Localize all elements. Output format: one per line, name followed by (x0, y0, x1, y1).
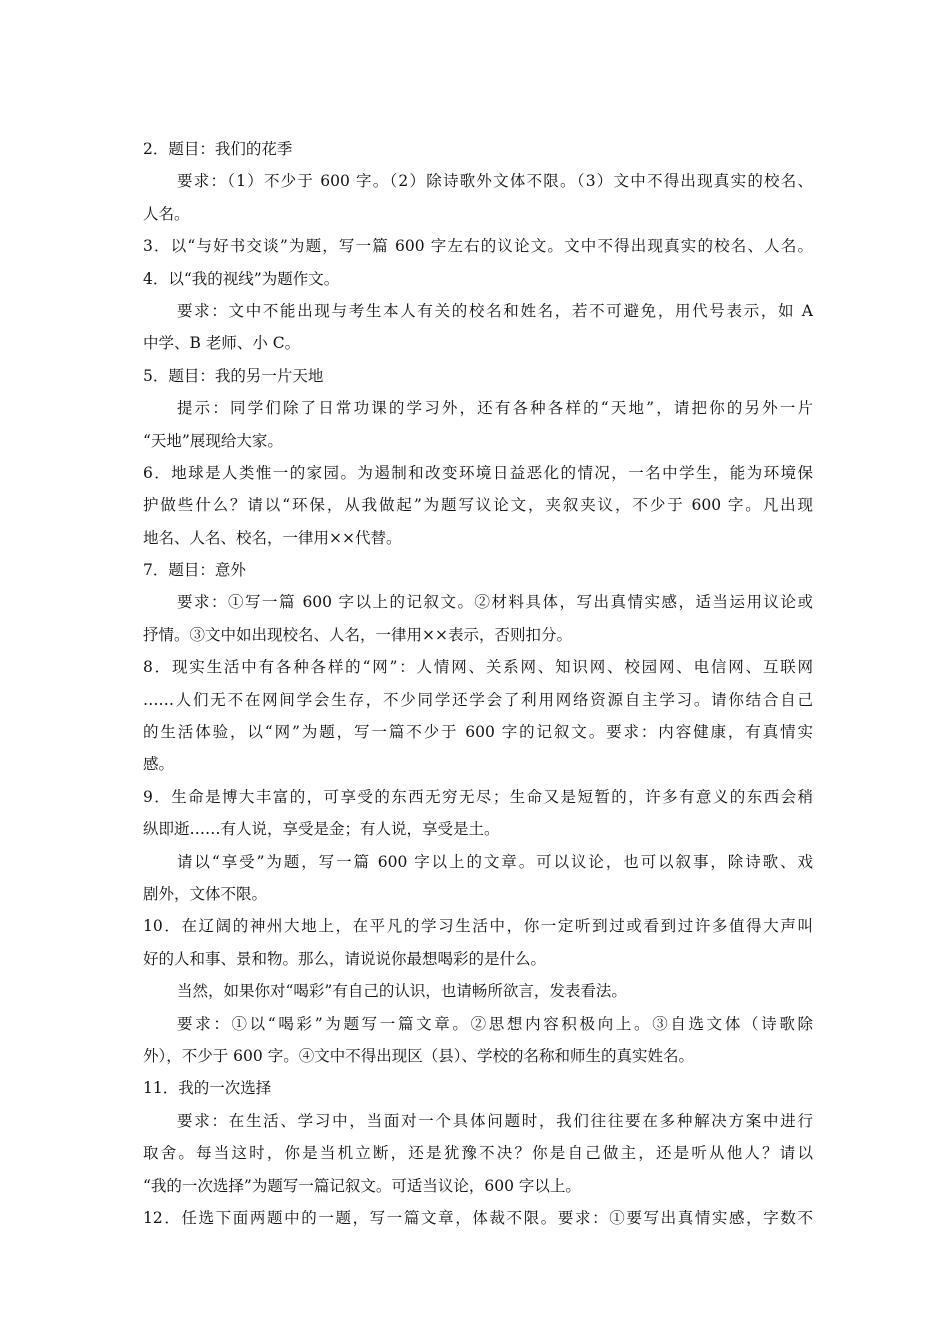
paragraph-line: 4．以“我的视线”为题作文。 (143, 269, 340, 288)
paragraph-line: 8．现实生活中有各种各样的“网”：人情网、关系网、知识网、校园网、电信网、互联网 (143, 658, 813, 677)
paragraph-line: 剧外，文体不限。 (143, 884, 268, 903)
paragraph-line-indented: 要求：在生活、学习中，当面对一个具体问题时，我们往往要在多种解决方案中进行 (177, 1111, 813, 1130)
paragraph-line: 11．我的一次选择 (143, 1079, 272, 1098)
paragraph-line-indented: 提示：同学们除了日常功课的学习外，还有各种各样的“天地”，请把你的另外一片 (177, 399, 813, 418)
paragraph-line-indented: 请以“享受”为题，写一篇 600 字以上的文章。可以议论，也可以叙事，除诗歌、戏 (177, 852, 813, 871)
paragraph-line: 人名。 (143, 204, 190, 223)
paragraph-line: 抒情。③文中如出现校名、人名，一律用××表示，否则扣分。 (143, 625, 572, 644)
paragraph-line: 取舍。每当这时，你是当机立断，还是犹豫不决？你是自己做主，还是听从他人？请以 (143, 1144, 813, 1163)
paragraph-line-indented: 要求：（1）不少于 600 字。（2）除诗歌外文体不限。（3）文中不得出现真实的校名、 (177, 172, 813, 191)
paragraph-line: 6．地球是人类惟一的家园。为遏制和改变环境日益恶化的情况，一名中学生，能为环境保 (143, 463, 813, 482)
paragraph-line: ……人们无不在网间学会生存，不少同学还学会了利用网络资源自主学习。请你结合自己 (143, 690, 813, 709)
document-body (143, 133, 813, 1234)
paragraph-line-indented: 要求：①以“喝彩”为题写一篇文章。②思想内容积极向上。③自选文体（诗歌除 (177, 1014, 813, 1033)
paragraph-line-indented: 当然，如果你对“喝彩”有自己的认识，也请畅所欲言，发表看法。 (177, 982, 627, 1001)
paragraph-line: 3．以“与好书交谈”为题，写一篇 600 字左右的议论文。文中不得出现真实的校名、人名。 (143, 237, 813, 256)
paragraph-line: 5．题目：我的另一片天地 (143, 366, 324, 385)
paragraph-line-indented: 要求：①写一篇 600 字以上的记叙文。②材料具体，写出真情实感，适当运用议论或 (177, 593, 813, 612)
paragraph-line: 的生活体验，以“网”为题，写一篇不少于 600 字的记叙文。要求：内容健康，有真情实 (143, 723, 813, 742)
paragraph-line-indented: 要求：文中不能出现与考生本人有关的校名和姓名，若不可避免，用代号表示，如 A (177, 301, 813, 320)
paragraph-line: 外），不少于 600 字。④文中不得出现区（县）、学校的名称和师生的真实姓名。 (143, 1046, 694, 1065)
paragraph-line: 7．题目：意外 (143, 561, 246, 580)
paragraph-line: 12．任选下面两题中的一题，写一篇文章，体裁不限。要求：①要写出真情实感，字数不 (143, 1208, 813, 1227)
paragraph-line: 9．生命是博大丰富的，可享受的东西无穷无尽；生命又是短暂的，许多有意义的东西会稍 (143, 787, 813, 806)
paragraph-line: 中学、B 老师、小 C。 (143, 334, 301, 353)
paragraph-line: 护做些什么？请以“环保，从我做起”为题写议论文，夹叙夹议，不少于 600 字。凡出现 (143, 496, 813, 515)
paragraph-line: 10．在辽阔的神州大地上，在平凡的学习生活中，你一定听到过或看到过许多值得大声叫 (143, 917, 813, 936)
paragraph-line: “我的一次选择”为题写一篇记叙文。可适当议论，600 字以上。 (143, 1176, 581, 1195)
paragraph-line: 纵即逝……有人说，享受是金；有人说，享受是土。 (143, 820, 500, 839)
paragraph-line: 感。 (143, 755, 175, 774)
paragraph-line: 好的人和事、景和物。那么，请说说你最想喝彩的是什么。 (143, 949, 547, 968)
paragraph-line: 2．题目：我们的花季 (143, 140, 293, 158)
paragraph-line: 地名、人名、校名，一律用××代替。 (143, 528, 402, 547)
paragraph-line: “天地”展现给大家。 (143, 431, 283, 450)
